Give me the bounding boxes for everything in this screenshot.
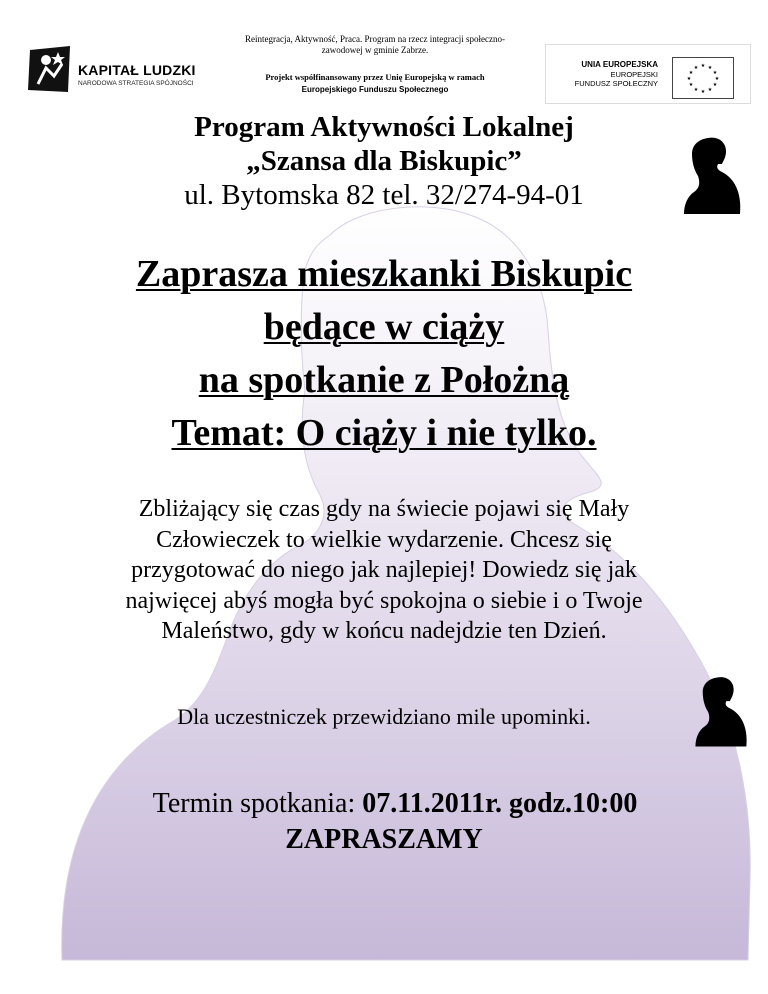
description-line3: przygotować do niego jak najlepiej! Dowiedz się jak (131, 557, 637, 583)
invitation-line4 (0, 407, 768, 460)
svg-text:★: ★ (688, 82, 694, 88)
invitation-line2 (0, 301, 768, 354)
gifts-text: Dla uczestniczek przewidziano mile upominki. (177, 704, 591, 729)
kapital-ludzki-logo (28, 46, 228, 102)
invitation-line3 (0, 354, 768, 407)
svg-text:★: ★ (688, 70, 694, 76)
meeting-date-line (0, 786, 768, 822)
svg-text:★: ★ (693, 65, 699, 71)
svg-text:★: ★ (712, 70, 718, 76)
pregnant-woman-silhouette-icon-2 (690, 674, 750, 750)
svg-text:★: ★ (707, 65, 713, 71)
meeting-label: Termin spotkania: (152, 788, 363, 819)
eu-logo (545, 44, 751, 104)
description-line5: Maleństwo, gdy w końcu nadejdzie ten Dzień. (161, 618, 607, 644)
eu-line1: UNIA EUROPEJSKA (581, 60, 658, 69)
invitation-line4-text: Temat: O ciąży i nie tylko. (171, 412, 597, 454)
svg-text:★: ★ (700, 63, 706, 69)
svg-text:★: ★ (686, 76, 692, 82)
invitation-line3-text: na spotkanie z Położną (198, 359, 570, 401)
svg-text:★: ★ (700, 89, 706, 95)
invitation-line1-text: Zaprasza mieszkanki Biskupic (135, 253, 633, 295)
closing-text: ZAPRASZAMY (285, 824, 483, 855)
description-line4: najwięcej abyś mogła być spokojna o siebie i o Twoje (125, 587, 643, 614)
eu-line2: EUROPEJSKI (610, 69, 658, 79)
description-paragraph (30, 494, 738, 647)
organizer-name: Program Aktywności Lokalnej (194, 111, 574, 143)
kapital-ludzki-title: KAPITAŁ LUDZKI (78, 62, 196, 78)
svg-text:★: ★ (707, 87, 713, 93)
kapital-ludzki-subtitle: NARODOWA STRATEGIA SPÓJNOŚCI (78, 80, 194, 87)
organizer-quote: „Szansa dla Biskupic” (246, 145, 522, 177)
svg-text:★: ★ (714, 76, 720, 82)
eu-flag-icon (672, 57, 734, 99)
svg-text:★: ★ (693, 87, 699, 93)
cofinance-line1: Projekt współfinansowany przez Unię Europejską w ramach (265, 72, 485, 82)
cofinance-line2: Europejskiego Funduszu Społecznego (301, 85, 449, 94)
invitation-line2-text: będące w ciąży (263, 306, 505, 348)
pregnant-woman-silhouette-icon (678, 136, 744, 216)
eu-line3: FUNDUSZ SPOŁECZNY (574, 79, 658, 88)
description-line1: Zbliżający się czas gdy na świecie pojawi się Mały (138, 496, 630, 522)
svg-text:★: ★ (712, 82, 718, 88)
meeting-datetime: 07.11.2011r. godz.10:00 (362, 788, 638, 819)
invitation-line1 (0, 248, 768, 301)
kapital-ludzki-logo-icon (28, 46, 72, 94)
program-line: Reintegracja, Aktywność, Praca. Program na rzecz integracji społeczno-zawodowej w gminie Zabrze. (245, 34, 505, 55)
eu-logo-text (546, 60, 658, 89)
description-line2: Człowieczek to wielkie wydarzenie. Chcesz się (156, 526, 612, 553)
organizer-address: ul. Bytomska 82 tel. 32/274-94-01 (184, 179, 584, 211)
